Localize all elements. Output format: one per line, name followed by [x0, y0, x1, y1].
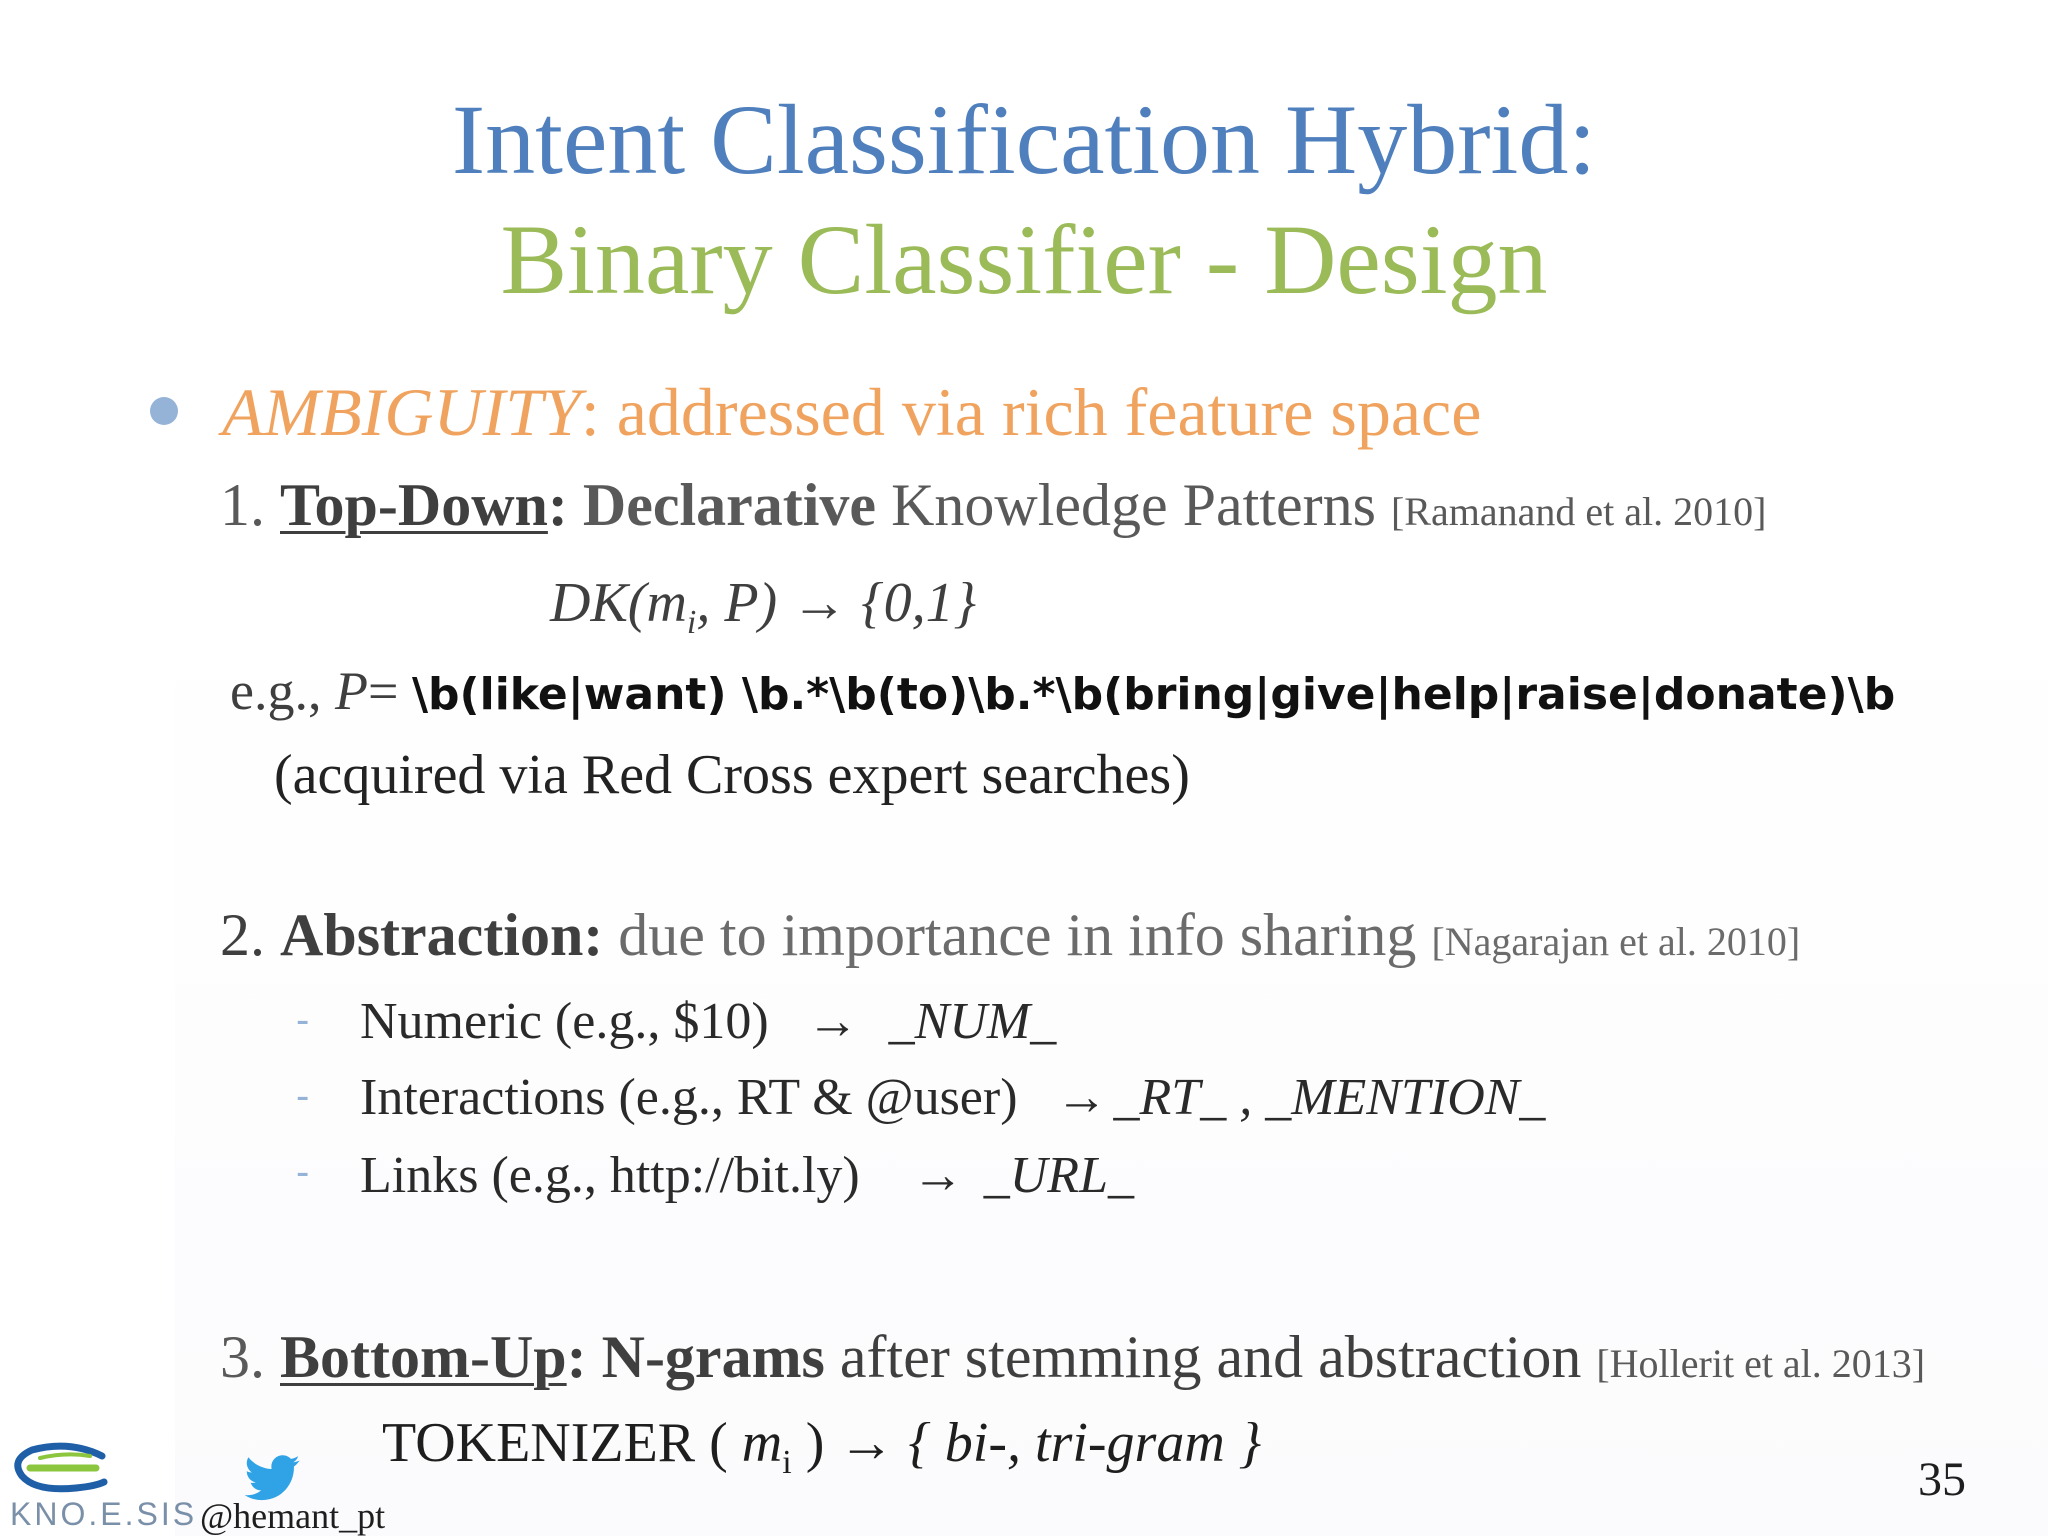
subitem-links [360, 1144, 1134, 1208]
tokenizer-formula [382, 1408, 1261, 1498]
subitem-dash: - [296, 998, 310, 1042]
formula-right: , P) → {0,1} [696, 572, 976, 634]
regex-pattern: \b(like|want) \b.*\b(to)\b.*\b(bring|give|help|raise|donate)\b [411, 669, 1896, 720]
item1-text: Knowledge Patterns [876, 472, 1391, 538]
subitem-dash: - [296, 1150, 310, 1194]
item3-citation: [Hollerit et al. 2013] [1596, 1341, 1926, 1386]
tokenizer-left: TOKENIZER ( [382, 1412, 742, 1474]
item2-heading: Abstraction: [280, 902, 604, 968]
item2-heading-line [220, 900, 1800, 977]
subitem-label: Numeric (e.g., $10) [360, 993, 769, 1050]
arrow-right-icon: → [911, 1147, 964, 1204]
ambiguity-keyword: AMBIGUITY [222, 374, 581, 450]
item1-colon: : [547, 472, 568, 538]
tokenizer-right: ) → [791, 1412, 909, 1474]
subitem-numeric [360, 990, 1056, 1054]
example-variable: P [334, 661, 368, 721]
formula-subscript: i [686, 604, 697, 641]
tokenizer-result: { bi-, tri-gram } [908, 1412, 1262, 1474]
arrow-right-icon: → [1055, 1069, 1108, 1126]
subitem-label: Interactions (e.g., RT & @user) [360, 1069, 1018, 1126]
knoesis-wordmark: KNO.E.SIS [10, 1496, 198, 1532]
item1-formula [550, 568, 976, 658]
example-prefix: e.g., [230, 661, 335, 721]
knoesis-logo-icon [10, 1442, 110, 1503]
item1-example [230, 656, 1895, 730]
item1-bold-text: Declarative [567, 472, 877, 538]
example-equals: = [367, 661, 412, 721]
bullet-dot-icon [150, 397, 178, 425]
subitem-dash: - [296, 1074, 310, 1118]
ambiguity-bullet [222, 372, 1481, 452]
subitem-result: _NUM_ [888, 993, 1057, 1050]
slide-title-line1: Intent Classification Hybrid: [451, 84, 1597, 195]
formula-left: DK(m [550, 572, 687, 634]
item1-note: (acquired via Red Cross expert searches) [274, 744, 1190, 806]
item3-heading-line [220, 1322, 1925, 1399]
item3-number: 3. [220, 1324, 280, 1390]
tokenizer-variable: m [741, 1412, 783, 1474]
ambiguity-text: : addressed via rich feature space [580, 374, 1482, 450]
item1-heading-line [220, 470, 1766, 547]
item2-number: 2. [220, 902, 280, 968]
item1-citation: [Ramanand et al. 2010] [1390, 489, 1767, 534]
item3-heading: Bottom-Up [280, 1324, 567, 1390]
item3-colon: : [566, 1324, 587, 1390]
subitem-interactions [360, 1066, 1545, 1130]
item1-heading: Top-Down [280, 472, 548, 538]
twitter-handle: @hemant_pt [200, 1496, 386, 1536]
slide-title-line2: Binary Classifier - Design [500, 204, 1548, 315]
subitem-result: _RT_ , _MENTION_ [1113, 1069, 1546, 1126]
item2-text: due to importance in info sharing [603, 902, 1432, 968]
tokenizer-subscript: i [782, 1444, 792, 1481]
page-number: 35 [1918, 1453, 1966, 1506]
subitem-label: Links (e.g., http://bit.ly) [360, 1147, 860, 1204]
item1-number: 1. [220, 472, 280, 538]
arrow-right-icon: → [806, 993, 859, 1050]
item2-citation: [Nagarajan et al. 2010] [1431, 919, 1801, 964]
subitem-result: _URL_ [983, 1147, 1134, 1204]
item3-bold-text: N-grams [586, 1324, 825, 1390]
item3-text: after stemming and abstraction [824, 1324, 1597, 1390]
